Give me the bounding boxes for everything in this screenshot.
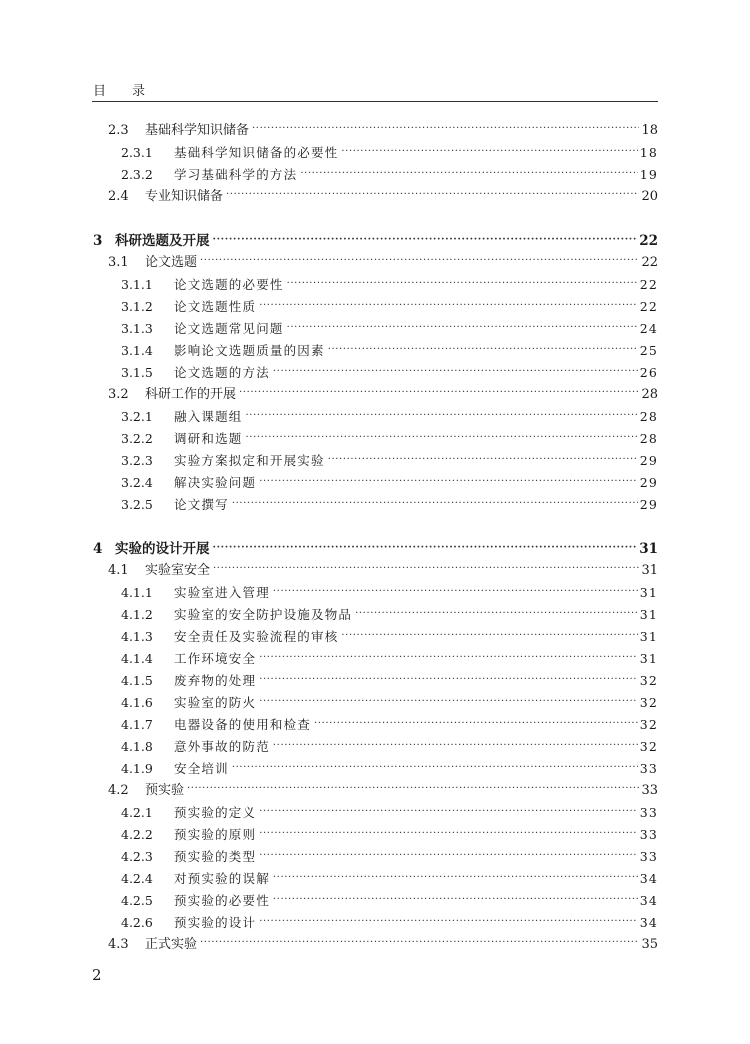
- toc-entry-page: 33: [639, 805, 658, 820]
- toc-entry-title: 实验室安全: [145, 563, 211, 578]
- toc-entry[interactable]: [121, 847, 658, 867]
- toc-entry-title: 电器设备的使用和检查: [174, 717, 312, 732]
- toc-entry[interactable]: [121, 913, 658, 933]
- dot-leader: [287, 274, 638, 294]
- toc-entry-title: 安全培训: [174, 761, 229, 776]
- dot-leader: [355, 604, 638, 624]
- toc-entry[interactable]: [121, 275, 658, 295]
- dot-leader: [273, 890, 638, 910]
- dot-leader: [200, 251, 639, 271]
- toc-entry[interactable]: [121, 451, 658, 471]
- toc-entry[interactable]: [121, 869, 658, 889]
- dot-leader: [328, 450, 638, 470]
- toc-entry[interactable]: [121, 495, 658, 515]
- toc-entry-page: 33: [639, 849, 658, 864]
- toc-entry-number: 3.1: [108, 255, 129, 270]
- toc-entry-page: 18: [639, 145, 658, 160]
- toc-entry-number: 3.1.2: [121, 299, 153, 314]
- toc-entry-title: 废弃物的处理: [174, 673, 257, 688]
- toc-entry-title: 实验室的安全防护设施及物品: [174, 607, 353, 622]
- toc-entry-title: 安全责任及实验流程的审核: [174, 629, 339, 644]
- toc-entry-page: 22: [639, 299, 658, 314]
- toc-entry-number: 3.2.1: [121, 409, 153, 424]
- toc-entry[interactable]: [121, 429, 658, 449]
- dot-leader: [300, 164, 637, 184]
- toc-entry[interactable]: [121, 825, 658, 845]
- toc-entry-number: 4.1.2: [121, 607, 153, 622]
- toc-entry[interactable]: [121, 891, 658, 911]
- toc-entry-number: 4.1.4: [121, 651, 153, 666]
- toc-entry-title: 论文撰写: [174, 497, 229, 512]
- toc-entry-page: 26: [639, 365, 658, 380]
- toc-entry-page: 28: [639, 431, 658, 446]
- toc-entry-number: 2.3.2: [121, 167, 153, 182]
- toc-entry-title: 正式实验: [145, 937, 198, 952]
- dot-leader: [273, 582, 638, 602]
- toc-entry-number: 4.1.7: [121, 717, 153, 732]
- toc-entry[interactable]: [121, 693, 658, 713]
- toc-entry-title: 论文选题的必要性: [174, 277, 284, 292]
- toc-entry-number: 4: [93, 541, 103, 557]
- toc-entry-number: 4.2.2: [121, 827, 153, 842]
- toc-entry[interactable]: [108, 561, 658, 581]
- toc-entry-page: 32: [639, 739, 658, 754]
- toc-entry-number: 3.1.5: [121, 365, 153, 380]
- toc-entry-number: 4.2.4: [121, 871, 153, 886]
- toc-entry-page: 25: [639, 343, 658, 358]
- toc-entry-page: 34: [639, 915, 658, 930]
- header-right: 录: [132, 84, 146, 99]
- toc-entry-title: 论文选题的方法: [174, 365, 270, 380]
- toc-entry[interactable]: [108, 935, 658, 955]
- header-left: 目: [93, 84, 107, 99]
- toc-entry[interactable]: [121, 473, 658, 493]
- toc-entry[interactable]: [108, 781, 658, 801]
- toc-entry-title: 意外事故的防范: [174, 739, 270, 754]
- dot-leader: [273, 362, 638, 382]
- toc-entry[interactable]: [121, 671, 658, 691]
- dot-leader: [246, 406, 638, 426]
- toc-entry[interactable]: [121, 165, 658, 185]
- dot-leader: [239, 383, 639, 403]
- dot-leader: [259, 472, 637, 492]
- toc-entry-title: 预实验的必要性: [174, 893, 270, 908]
- dot-leader: [259, 912, 637, 932]
- toc-entry-page: 31: [639, 585, 658, 600]
- toc-entry-number: 3.2.3: [121, 453, 153, 468]
- toc-entry-page: 24: [639, 321, 658, 336]
- toc-entry[interactable]: [121, 627, 658, 647]
- dot-leader: [232, 494, 638, 514]
- toc-entry-page: 22: [639, 277, 658, 292]
- toc-entry-number: 3.1.3: [121, 321, 153, 336]
- toc-entry-title: 工作环境安全: [174, 651, 257, 666]
- toc-entry-title: 调研和选题: [174, 431, 243, 446]
- dot-leader: [341, 142, 637, 162]
- toc-entry[interactable]: [121, 143, 658, 163]
- toc-entry-number: 4.3: [108, 937, 129, 952]
- dot-leader: [259, 802, 637, 822]
- toc-entry-title: 论文选题性质: [174, 299, 257, 314]
- toc-entry-number: 3.2.5: [121, 497, 153, 512]
- dot-leader: [213, 538, 638, 558]
- toc-entry[interactable]: [93, 231, 658, 251]
- toc-entry-number: 3.2.4: [121, 475, 153, 490]
- dot-leader: [226, 185, 639, 205]
- toc-entry-page: 29: [639, 453, 658, 468]
- toc-entry-page: 34: [639, 893, 658, 908]
- toc-entry-page: 19: [639, 167, 658, 182]
- toc-entry-number: 4.2.3: [121, 849, 153, 864]
- toc-entry[interactable]: [108, 385, 658, 405]
- toc-entry-number: 2.3: [108, 123, 129, 138]
- dot-leader: [259, 824, 637, 844]
- dot-leader: [232, 758, 638, 778]
- toc-entry-number: 4.1.5: [121, 673, 153, 688]
- toc-entry-title: 实验室进入管理: [174, 585, 270, 600]
- toc-entry[interactable]: [121, 759, 658, 779]
- toc-entry-number: 4.2: [108, 783, 129, 798]
- toc-entry-number: 4.2.5: [121, 893, 153, 908]
- toc-entry-title: 预实验的原则: [174, 827, 257, 842]
- toc-entry-page: 20: [641, 189, 658, 204]
- toc-entry[interactable]: [121, 341, 658, 361]
- toc-entry[interactable]: [108, 187, 658, 207]
- toc-entry-title: 预实验的设计: [174, 915, 257, 930]
- toc-entry-page: 29: [639, 475, 658, 490]
- toc-entry-number: 3.2: [108, 387, 129, 402]
- dot-leader: [287, 318, 638, 338]
- toc-entry-page: 29: [639, 497, 658, 512]
- dot-leader: [213, 230, 638, 250]
- toc-entry[interactable]: [93, 539, 658, 559]
- toc-entry-page: 28: [639, 409, 658, 424]
- toc-entry-title: 实验方案拟定和开展实验: [174, 453, 325, 468]
- dot-leader: [213, 559, 639, 579]
- toc-entry-page: 35: [641, 937, 658, 952]
- toc-entry-title: 预实验的类型: [174, 849, 257, 864]
- toc-entry-number: 3: [93, 233, 103, 249]
- dot-leader: [259, 296, 637, 316]
- toc-entry-title: 实验室的防火: [174, 695, 257, 710]
- toc-entry[interactable]: [121, 297, 658, 317]
- toc-entry[interactable]: [108, 253, 658, 273]
- toc-entry[interactable]: [121, 363, 658, 383]
- toc-entry-title: 融入课题组: [174, 409, 243, 424]
- dot-leader: [200, 933, 639, 953]
- toc-entry-page: 32: [639, 673, 658, 688]
- toc-entry-page: 33: [639, 761, 658, 776]
- toc-entry-number: 2.4: [108, 189, 129, 204]
- toc-entry-number: 2.3.1: [121, 145, 153, 160]
- dot-leader: [246, 428, 638, 448]
- toc-entry-title: 预实验: [145, 783, 185, 798]
- toc-entry-page: 31: [639, 607, 658, 622]
- toc-entry[interactable]: [108, 121, 658, 141]
- toc-entry-title: 学习基础科学的方法: [174, 167, 298, 182]
- toc-entry-title: 基础科学知识储备: [145, 123, 250, 138]
- toc-entry-title: 基础科学知识储备的必要性: [174, 145, 339, 160]
- dot-leader: [259, 846, 637, 866]
- toc-entry-number: 4.1.6: [121, 695, 153, 710]
- toc-entry-number: 4.2.6: [121, 915, 153, 930]
- dot-leader: [259, 692, 637, 712]
- toc-entry[interactable]: [121, 319, 658, 339]
- toc-entry-page: 18: [641, 123, 658, 138]
- toc-entry-title: 解决实验问题: [174, 475, 257, 490]
- dot-leader: [328, 340, 638, 360]
- dot-leader: [259, 670, 637, 690]
- toc-entry-title: 影响论文选题质量的因素: [174, 343, 325, 358]
- toc-entry-title: 实验的设计开展: [115, 541, 210, 557]
- toc-entry[interactable]: [121, 649, 658, 669]
- toc-entry-page: 31: [639, 651, 658, 666]
- toc-entry-page: 31: [639, 629, 658, 644]
- toc-entry-title: 预实验的定义: [174, 805, 257, 820]
- toc-entry-title: 论文选题常见问题: [174, 321, 284, 336]
- toc-entry-number: 3.1.4: [121, 343, 153, 358]
- toc-entry[interactable]: [121, 583, 658, 603]
- toc-entry-page: 32: [639, 695, 658, 710]
- dot-leader: [341, 626, 637, 646]
- toc-entry[interactable]: [121, 407, 658, 427]
- toc-entry-number: 4.1.3: [121, 629, 153, 644]
- toc-entry-number: 4.1.9: [121, 761, 153, 776]
- toc-entry-page: 32: [639, 717, 658, 732]
- toc-entry-number: 4.1: [108, 563, 129, 578]
- toc-entry-page: 22: [639, 233, 658, 249]
- toc-entry[interactable]: [121, 803, 658, 823]
- toc-entry-page: 31: [641, 563, 658, 578]
- toc-entry-title: 科研选题及开展: [115, 233, 210, 249]
- toc-entry[interactable]: [121, 605, 658, 625]
- toc-entry[interactable]: [121, 737, 658, 757]
- toc-entry-title: 对预实验的误解: [174, 871, 270, 886]
- toc-entry-number: 3.2.2: [121, 431, 153, 446]
- dot-leader: [187, 779, 639, 799]
- toc-entry-title: 科研工作的开展: [145, 387, 237, 402]
- toc-entry[interactable]: [121, 715, 658, 735]
- toc-entry-title: 论文选题: [145, 255, 198, 270]
- toc-entry-page: 31: [639, 541, 658, 557]
- toc-entry-number: 3.1.1: [121, 277, 153, 292]
- toc-entry-title: 专业知识储备: [145, 189, 224, 204]
- toc-entry-page: 28: [641, 387, 658, 402]
- toc-entry-number: 4.1.1: [121, 585, 153, 600]
- dot-leader: [259, 648, 637, 668]
- toc-entry-page: 33: [639, 827, 658, 842]
- toc-entry-page: 22: [641, 255, 658, 270]
- toc-entry-number: 4.2.1: [121, 805, 153, 820]
- toc-entry-page: 33: [641, 783, 658, 798]
- dot-leader: [273, 736, 638, 756]
- page-number: 2: [92, 966, 102, 984]
- dot-leader: [273, 868, 638, 888]
- dot-leader: [252, 119, 639, 139]
- toc-entry-page: 34: [639, 871, 658, 886]
- toc-entry-number: 4.1.8: [121, 739, 153, 754]
- dot-leader: [314, 714, 638, 734]
